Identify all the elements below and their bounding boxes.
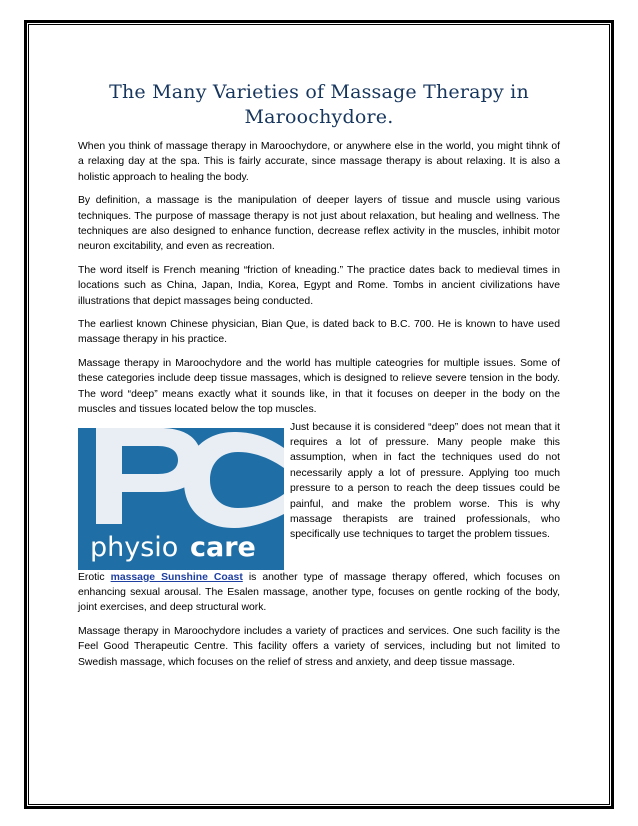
- massage-sunshine-coast-link[interactable]: massage Sunshine Coast: [110, 571, 243, 583]
- paragraph-deep-pressure: Just because it is considered “deep” does not mean that it requires a lot of pressure. Many people make this assumption, when in fact the techniques used do not necessarily apply a lot of pressure. Applying too much pressure to a person to reach the deep tissues could be painful, and make the problem worse. This is why massage therapists are trained professionals, who specifically use techniques to target the problem tissues.: [290, 421, 560, 541]
- logo-text-care: care: [190, 531, 256, 563]
- paragraph-services: Massage therapy in Maroochydore includes a variety of practices and services. One such facility is the Feel Good Therapeutic Centre. This facility offers a variety of services, including but not limited to Swedish massage, which focuses on the relief of stress and anxiety, and deep tissue massage.: [78, 625, 560, 668]
- logo-text-physio: physio: [90, 531, 179, 563]
- paragraph-erotic: [78, 570, 560, 616]
- physiocare-logo-graphic: [78, 428, 284, 570]
- document-title: The Many Varieties of Massage Therapy in Maroochydore.: [109, 81, 529, 128]
- logo-text-row: [78, 420, 560, 570]
- document-body: [78, 80, 560, 678]
- paragraph-categories: Massage therapy in Maroochydore and the world has multiple cateogries for multiple issues. Some of these categories include deep tissue massages, which is designed to relieve severe tension in the body. The word “deep” means exactly what it sounds like, in that it focuses on deeper in the body on the muscles and tissues located below the top muscles.: [78, 357, 560, 416]
- paragraph-definition: By definition, a massage is the manipulation of deeper layers of tissue and muscle using various techniques. The purpose of massage therapy is not just about relaxation, but healing and wellness. The techniques are also designed to enhance function, decrease reflex activity in the muscles, inhibit motor neuron excitability, and even as recreation.: [78, 195, 560, 253]
- paragraph-intro: When you think of massage therapy in Maroochydore, or anywhere else in the world, you might tihnk of a relaxing day at the spa. This is fairly accurate, since massage therapy is about relaxing. It is also a holistic approach to healing the body.: [78, 141, 560, 183]
- erotic-prefix: Erotic: [78, 571, 111, 583]
- paragraph-etymology: The word itself is French meaning “friction of kneading.” The practice dates back to medieval times in locations such as China, Japan, India, Korea, Egypt and Rome. Tombs in ancient civilizations have illustrations that depict massages being conducted.: [78, 264, 560, 307]
- erotic-suffix: is another type of massage therapy offered, which focuses on enhancing sexual arousal. The Esalen massage, another type, focuses on gentle rocking of the body, joint exercises, and deep structural work.: [78, 571, 561, 614]
- physiocare-logo: [78, 428, 284, 570]
- paragraph-history: The earliest known Chinese physician, Bian Que, is dated back to B.C. 700. He is known to have used massage therapy in his practice.: [78, 319, 560, 346]
